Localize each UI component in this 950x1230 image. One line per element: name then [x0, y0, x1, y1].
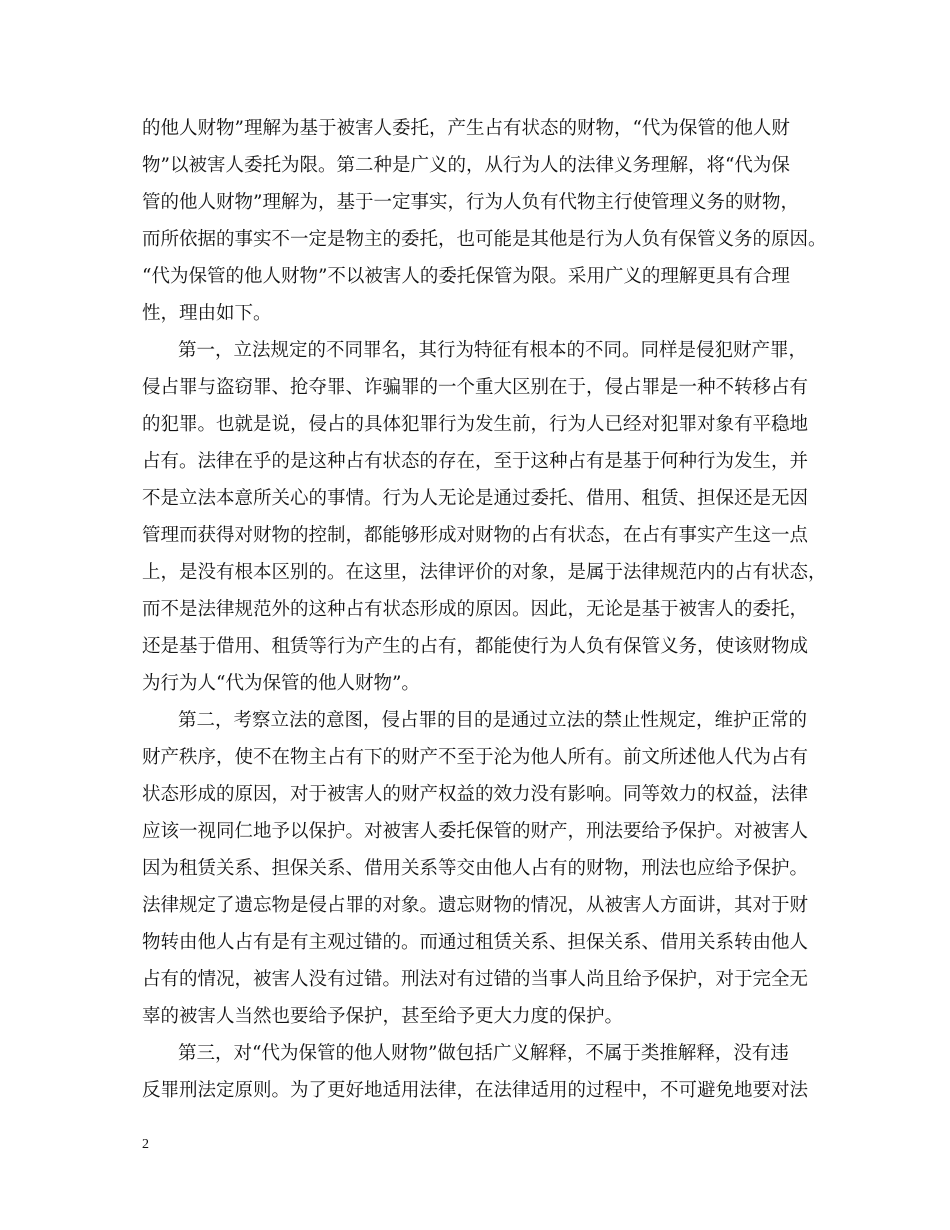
paragraph-first-line: 第二，考察立法的意图，侵占罪的目的是通过立法的禁止性规定，维护正常的	[178, 710, 808, 731]
text-line: 的他人财物”理解为基于被害人委托，产生占有状态的财物，“代为保管的他人财	[142, 118, 790, 139]
text-line: 因为租赁关系、担保关系、借用关系等交由他人占有的财物，刑法也应给予保护。	[142, 858, 809, 879]
text-line: 财产秩序，使不在物主占有下的财产不至于沦为他人所有。前文所述他人代为占有	[142, 747, 809, 768]
text-line: 状态形成的原因，对于被害人的财产权益的效力没有影响。同等效力的权益，法律	[142, 784, 809, 805]
text-line: 法律规定了遗忘物是侵占罪的对象。遗忘财物的情况，从被害人方面讲，其对于财	[142, 895, 809, 916]
text-line: 的犯罪。也就是说，侵占的具体犯罪行为发生前，行为人已经对犯罪对象有平稳地	[142, 414, 809, 435]
text-line: 管理而获得对财物的控制，都能够形成对财物的占有状态，在占有事实产生这一点	[142, 525, 809, 546]
text-line: 而所依据的事实不一定是物主的委托，也可能是其他是行为人负有保管义务的原因。	[142, 229, 827, 250]
text-line: 占有。法律在乎的是这种占有状态的存在，至于这种占有是基于何种行为发生，并	[142, 451, 809, 472]
text-line: 占有的情况，被害人没有过错。刑法对有过错的当事人尚且给予保护，对于完全无	[142, 969, 809, 990]
text-line: 上，是没有根本区别的。在这里，法律评价的对象，是属于法律规范内的占有状态，	[142, 562, 827, 583]
text-line: 还是基于借用、租赁等行为产生的占有，都能使行为人负有保管义务，使该财物成	[142, 636, 809, 657]
text-line: 管的他人财物”理解为，基于一定事实，行为人负有代物主行使管理义务的财物，	[142, 192, 799, 213]
text-line: 而不是法律规范外的这种占有状态形成的原因。因此，无论是基于被害人的委托，	[142, 599, 809, 620]
text-line: 不是立法本意所关心的事情。行为人无论是通过委托、借用、租赁、担保还是无因	[142, 488, 809, 509]
text-line: 反罪刑法定原则。为了更好地适用法律，在法律适用的过程中，不可避免地要对法	[142, 1080, 809, 1101]
text-line: “代为保管的他人财物”不以被害人的委托保管为限。采用广义的理解更具有合理	[142, 266, 790, 287]
text-line: 物转由他人占有是有主观过错的。而通过租赁关系、担保关系、借用关系转由他人	[142, 932, 809, 953]
paragraph-first-line: 第三，对“代为保管的他人财物”做包括广义解释，不属于类推解释，没有违	[178, 1043, 789, 1064]
text-line: 性，理由如下。	[142, 303, 272, 324]
page-number: 2	[142, 1137, 149, 1152]
text-line: 为行为人“代为保管的他人财物”。	[142, 673, 420, 694]
text-line: 应该一视同仁地予以保护。对被害人委托保管的财产，刑法要给予保护。对被害人	[142, 821, 809, 842]
text-line: 侵占罪与盗窃罪、抢夺罪、诈骗罪的一个重大区别在于，侵占罪是一种不转移占有	[142, 377, 809, 398]
text-line: 物”以被害人委托为限。第二种是广义的，从行为人的法律义务理解，将“代为保	[142, 155, 790, 176]
paragraph-first-line: 第一，立法规定的不同罪名，其行为特征有根本的不同。同样是侵犯财产罪，	[178, 340, 808, 361]
text-line: 辜的被害人当然也要给予保护，甚至给予更大力度的保护。	[142, 1006, 624, 1027]
